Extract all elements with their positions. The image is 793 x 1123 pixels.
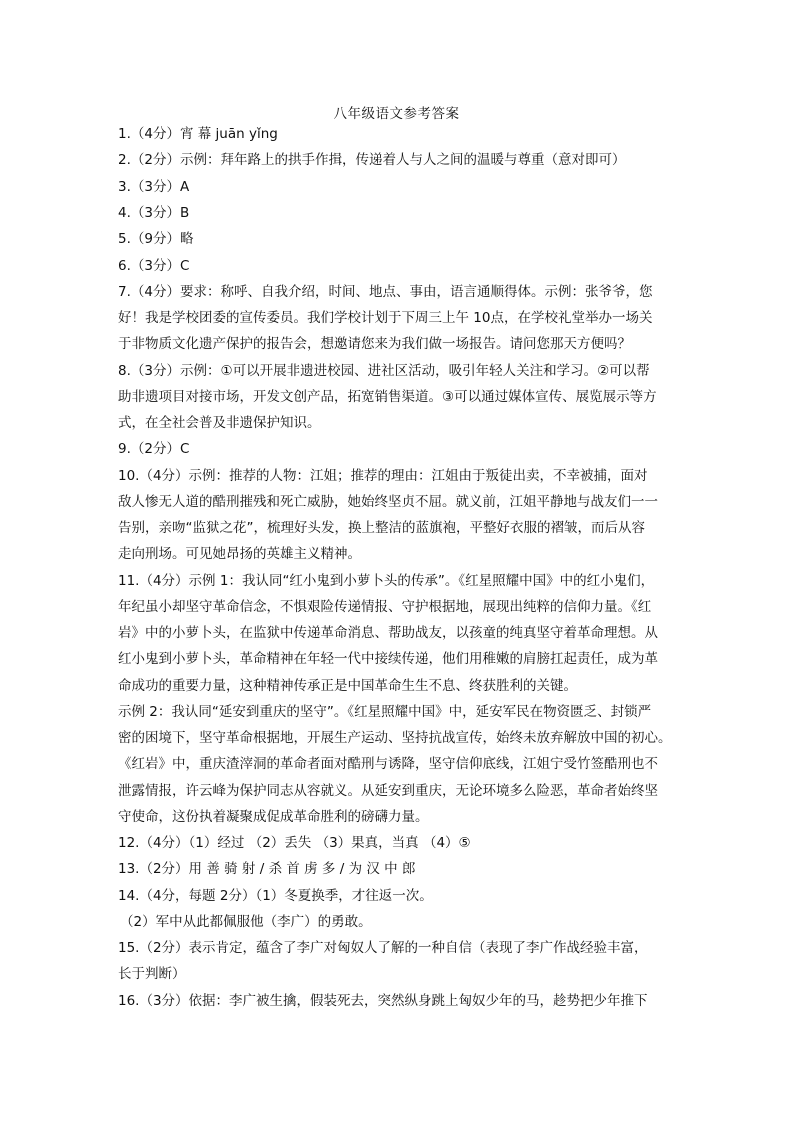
answer-line: 10.（4分）示例：推荐的人物：江姐；推荐的理由：江姐由于叛徒出卖，不幸被捕，面对 — [118, 468, 648, 484]
answer-line: 13.（2分）用 善 骑 射 / 杀 首 虏 多 / 为 汉 中 郎 — [118, 861, 416, 877]
answer-line: 6.（3分）C — [118, 258, 190, 274]
document-title: 八年级语文参考答案 — [333, 106, 460, 122]
answer-line: 走向刑场。可见她昂扬的英雄主义精神。 — [118, 546, 361, 562]
answer-line: 11.（4分）示例 1：我认同“红小鬼到小萝卜头的传承”。《红星照耀中国》中的红小鬼们， — [118, 573, 655, 589]
answer-line: 于非物质文化遗产保护的报告会，想邀请您来为我们做一场报告。请问您那天方便吗？ — [118, 336, 631, 352]
answer-line: 红小鬼到小萝卜头，革命精神在年轻一代中接续传递，他们用稚嫩的肩膀扛起责任，成为革 — [118, 651, 658, 667]
answer-line: 守使命，这份执着凝聚成促成革命胜利的磅礴力量。 — [118, 809, 429, 825]
answer-line: 12.（4分）（1）经过 （2）丢失 （3）果真，当真 （4）⑤ — [118, 835, 471, 851]
answer-line: 2.（2分）示例：拜年路上的拱手作揖，传递着人与人之间的温暖与尊重（意对即可） — [118, 152, 626, 168]
answer-line: 年纪虽小却坚守革命信念，不惧艰险传递情报、守护根据地，展现出纯粹的信仰力量。《红 — [118, 599, 652, 615]
answer-line: 密的困境下，坚守革命根据地，开展生产运动、坚持抗战宣传，始终未放弃解放中国的初心。 — [118, 730, 672, 746]
answer-line: 4.（3分）B — [118, 205, 190, 221]
answer-line: （2）军中从此都佩服他（李广）的勇敢。 — [120, 914, 372, 930]
answer-line: 3.（3分）A — [118, 179, 190, 195]
answer-line: 助非遗项目对接市场，开发文创产品，拓宽销售渠道。③可以通过媒体宣传、展览展示等方 — [118, 389, 657, 405]
answer-line: 式，在全社会普及非遗保护知识。 — [118, 415, 321, 431]
answer-line: 长于判断） — [118, 966, 186, 982]
answer-line: 1.（4分）宵 幕 juān yǐng — [118, 126, 278, 142]
answer-line: 5.（9分）略 — [118, 231, 194, 247]
answer-line: 命成功的重要力量，这种精神传承正是中国革命生生不息、终获胜利的关键。 — [118, 678, 577, 694]
answer-line: 9.（2分）C — [118, 441, 190, 457]
answer-line: 8.（3分）示例：①可以开展非遗进校园、进社区活动，吸引年轻人关注和学习。②可以帮 — [118, 363, 650, 379]
answer-line: 16.（3分）依据：李广被生擒，假装死去，突然纵身跳上匈奴少年的马，趁势把少年推下 — [118, 993, 648, 1009]
answer-line: 泄露情报，许云峰为保护同志从容就义。从延安到重庆，无论环境多么险恶，革命者始终坚 — [118, 783, 658, 799]
answer-line: 示例 2：我认同“延安到重庆的坚守”。《红星照耀中国》中，延安军民在物资匮乏、封锁严 — [118, 704, 652, 720]
answer-line: 告别，亲吻“监狱之花”，梳理好头发，换上整洁的蓝旗袍，平整好衣服的褶皱，而后从容 — [118, 520, 645, 536]
answer-line: 岩》中的小萝卜头，在监狱中传递革命消息、帮助战友，以孩童的纯真坚守着革命理想。从 — [118, 625, 658, 641]
answer-line: 《红岩》中，重庆渣滓洞的革命者面对酷刑与诱降，坚守信仰底线，江姐宁受竹签酷刑也不 — [118, 756, 658, 772]
answer-line: 15.（2分）表示肯定，蕴含了李广对匈奴人了解的一种自信（表现了李广作战经验丰富， — [118, 940, 648, 956]
answer-line: 敌人惨无人道的酷刑摧残和死亡威胁，她始终坚贞不屈。就义前，江姐平静地与战友们一一 — [118, 494, 658, 510]
answer-line: 14.（4分，每题 2分）（1）冬夏换季，才往返一次。 — [118, 888, 433, 904]
answer-line: 好！我是学校团委的宣传委员。我们学校计划于下周三上午 10点，在学校礼堂举办一场关 — [118, 310, 653, 326]
answer-line: 7.（4分）要求：称呼、自我介绍，时间、地点、事由，语言通顺得体。示例：张爷爷，您 — [118, 284, 653, 300]
